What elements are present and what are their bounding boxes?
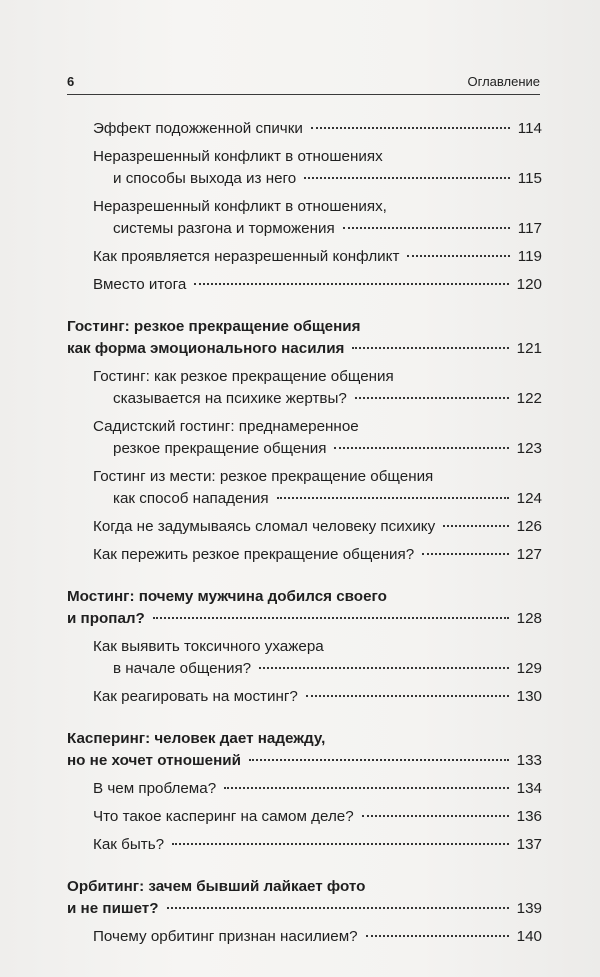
toc-page-number: 120: [516, 276, 542, 293]
dot-leader: [249, 759, 509, 761]
dot-leader: [343, 227, 510, 229]
toc-section-entry[interactable]: [67, 366, 542, 410]
section-gap: [67, 714, 542, 728]
dot-leader: [153, 617, 509, 619]
toc-entry-title: Гостинг: как резкое прекращение общения: [93, 368, 394, 385]
toc-page-number: 140: [516, 928, 542, 945]
toc-entry-title: Орбитинг: зачем бывший лайкает фото: [67, 878, 366, 895]
toc-entry-line: [93, 658, 542, 680]
toc-entry-title: Гостинг: резкое прекращение общения: [67, 318, 361, 335]
page-number: 6: [67, 74, 75, 89]
toc-section-entry[interactable]: [67, 516, 542, 538]
toc-entry-line: [93, 438, 542, 460]
toc-entry-line: [67, 338, 542, 360]
toc-entry-title: но не хочет отношений: [67, 752, 241, 769]
toc-page-number: 119: [517, 248, 542, 265]
toc-entry-title: в начале общения?: [113, 660, 252, 677]
toc-entry-title: Гостинг из мести: резкое прекращение общения: [93, 468, 434, 485]
dot-leader: [355, 397, 509, 399]
toc-section-entry[interactable]: [67, 196, 542, 240]
toc-section-entry[interactable]: [67, 416, 542, 460]
toc-section-entry[interactable]: [67, 806, 542, 828]
toc-entry-title: сказывается на психике жертвы?: [113, 390, 347, 407]
dot-leader: [362, 815, 509, 817]
dot-leader: [311, 127, 510, 129]
toc-section-entry[interactable]: [67, 636, 542, 680]
toc-page-number: 134: [516, 780, 542, 797]
dot-leader: [422, 553, 509, 555]
toc-entry-line: [67, 316, 542, 338]
toc-entry-title: как способ нападения: [113, 490, 269, 507]
toc-entry-title: и не пишет?: [67, 900, 159, 917]
toc-page-number: 122: [516, 390, 542, 407]
toc-page-number: 128: [516, 610, 542, 627]
toc-entry-title: Что такое касперинг на самом деле?: [93, 808, 354, 825]
toc-entry-title: Как быть?: [93, 836, 165, 853]
toc-entry-line: [93, 806, 542, 828]
toc-section-entry[interactable]: [67, 834, 542, 856]
dot-leader: [167, 907, 509, 909]
toc-entry-line: [67, 728, 542, 750]
toc-entry-line: [93, 488, 542, 510]
dot-leader: [366, 935, 509, 937]
toc-entry-title: Как реагировать на мостинг?: [93, 688, 298, 705]
toc-page-number: 115: [517, 170, 542, 187]
toc-entry-line: [93, 218, 542, 240]
toc-entry-title: Как пережить резкое прекращение общения?: [93, 546, 415, 563]
toc-entry-title: Неразрешенный конфликт в отношениях,: [93, 198, 387, 215]
toc-entry-line: [67, 876, 542, 898]
toc-entry-title: В чем проблема?: [93, 780, 217, 797]
toc-entry-line: [93, 246, 542, 268]
table-of-contents: [67, 118, 542, 954]
toc-entry-line: [67, 898, 542, 920]
toc-page-number: 123: [516, 440, 542, 457]
dot-leader: [194, 283, 508, 285]
toc-section-entry[interactable]: [67, 686, 542, 708]
toc-entry-line: [67, 608, 542, 630]
toc-chapter-entry[interactable]: [67, 586, 542, 630]
toc-entry-title: как форма эмоционального насилия: [67, 340, 345, 357]
toc-entry-title: резкое прекращение общения: [113, 440, 327, 457]
toc-page-number: 133: [516, 752, 542, 769]
toc-section-entry[interactable]: [67, 146, 542, 190]
section-gap: [67, 302, 542, 316]
toc-entry-title: Эффект подожженной спички: [93, 120, 303, 137]
toc-entry-line: [93, 834, 542, 856]
toc-section-entry[interactable]: [67, 778, 542, 800]
toc-entry-title: Как проявляется неразрешенный конфликт: [93, 248, 400, 265]
toc-entry-title: и пропал?: [67, 610, 145, 627]
toc-entry-title: Касперинг: человек дает надежду,: [67, 730, 326, 747]
toc-page-number: 137: [516, 836, 542, 853]
dot-leader: [334, 447, 508, 449]
toc-section-entry[interactable]: [67, 274, 542, 296]
toc-entry-title: Неразрешенный конфликт в отношениях: [93, 148, 383, 165]
toc-page-number: 124: [516, 490, 542, 507]
toc-page-number: 139: [516, 900, 542, 917]
toc-entry-line: [93, 146, 542, 168]
toc-entry-line: [93, 366, 542, 388]
toc-entry-line: [93, 274, 542, 296]
toc-page-number: 126: [516, 518, 542, 535]
toc-section-entry[interactable]: [67, 466, 542, 510]
toc-section-entry[interactable]: [67, 926, 542, 948]
toc-entry-line: [93, 466, 542, 488]
toc-chapter-entry[interactable]: [67, 316, 542, 360]
toc-entry-title: Мостинг: почему мужчина добился своего: [67, 588, 387, 605]
page-header: [67, 72, 540, 95]
toc-section-entry[interactable]: [67, 544, 542, 566]
toc-page-number: 117: [517, 220, 542, 237]
section-gap: [67, 572, 542, 586]
toc-entry-line: [93, 778, 542, 800]
toc-entry-line: [93, 544, 542, 566]
toc-chapter-entry[interactable]: [67, 728, 542, 772]
toc-entry-title: Как выявить токсичного ухажера: [93, 638, 324, 655]
toc-entry-line: [93, 926, 542, 948]
dot-leader: [306, 695, 509, 697]
dot-leader: [443, 525, 508, 527]
toc-entry-line: [93, 416, 542, 438]
dot-leader: [407, 255, 509, 257]
dot-leader: [304, 177, 510, 179]
running-title: Оглавление: [467, 74, 540, 89]
dot-leader: [259, 667, 509, 669]
toc-entry-line: [93, 196, 542, 218]
toc-entry-line: [67, 586, 542, 608]
dot-leader: [172, 843, 509, 845]
dot-leader: [224, 787, 509, 789]
toc-entry-line: [67, 750, 542, 772]
toc-entry-line: [93, 636, 542, 658]
toc-entry-title: Вместо итога: [93, 276, 187, 293]
toc-entry-title: Садистский гостинг: преднамеренное: [93, 418, 359, 435]
toc-entry-title: системы разгона и торможения: [113, 220, 335, 237]
toc-page-number: 121: [516, 340, 542, 357]
toc-page-number: 127: [516, 546, 542, 563]
dot-leader: [352, 347, 508, 349]
toc-entry-title: Когда не задумываясь сломал человеку психику: [93, 518, 436, 535]
toc-section-entry[interactable]: [67, 118, 542, 140]
dot-leader: [277, 497, 509, 499]
toc-page-number: 129: [516, 660, 542, 677]
toc-chapter-entry[interactable]: [67, 876, 542, 920]
toc-section-entry[interactable]: [67, 246, 542, 268]
toc-entry-line: [93, 118, 542, 140]
toc-page-number: 114: [517, 120, 542, 137]
toc-entry-title: и способы выхода из него: [113, 170, 297, 187]
toc-entry-line: [93, 388, 542, 410]
toc-page-number: 130: [516, 688, 542, 705]
toc-entry-line: [93, 686, 542, 708]
toc-entry-line: [93, 516, 542, 538]
toc-entry-line: [93, 168, 542, 190]
toc-page-number: 136: [516, 808, 542, 825]
toc-entry-title: Почему орбитинг признан насилием?: [93, 928, 358, 945]
section-gap: [67, 862, 542, 876]
